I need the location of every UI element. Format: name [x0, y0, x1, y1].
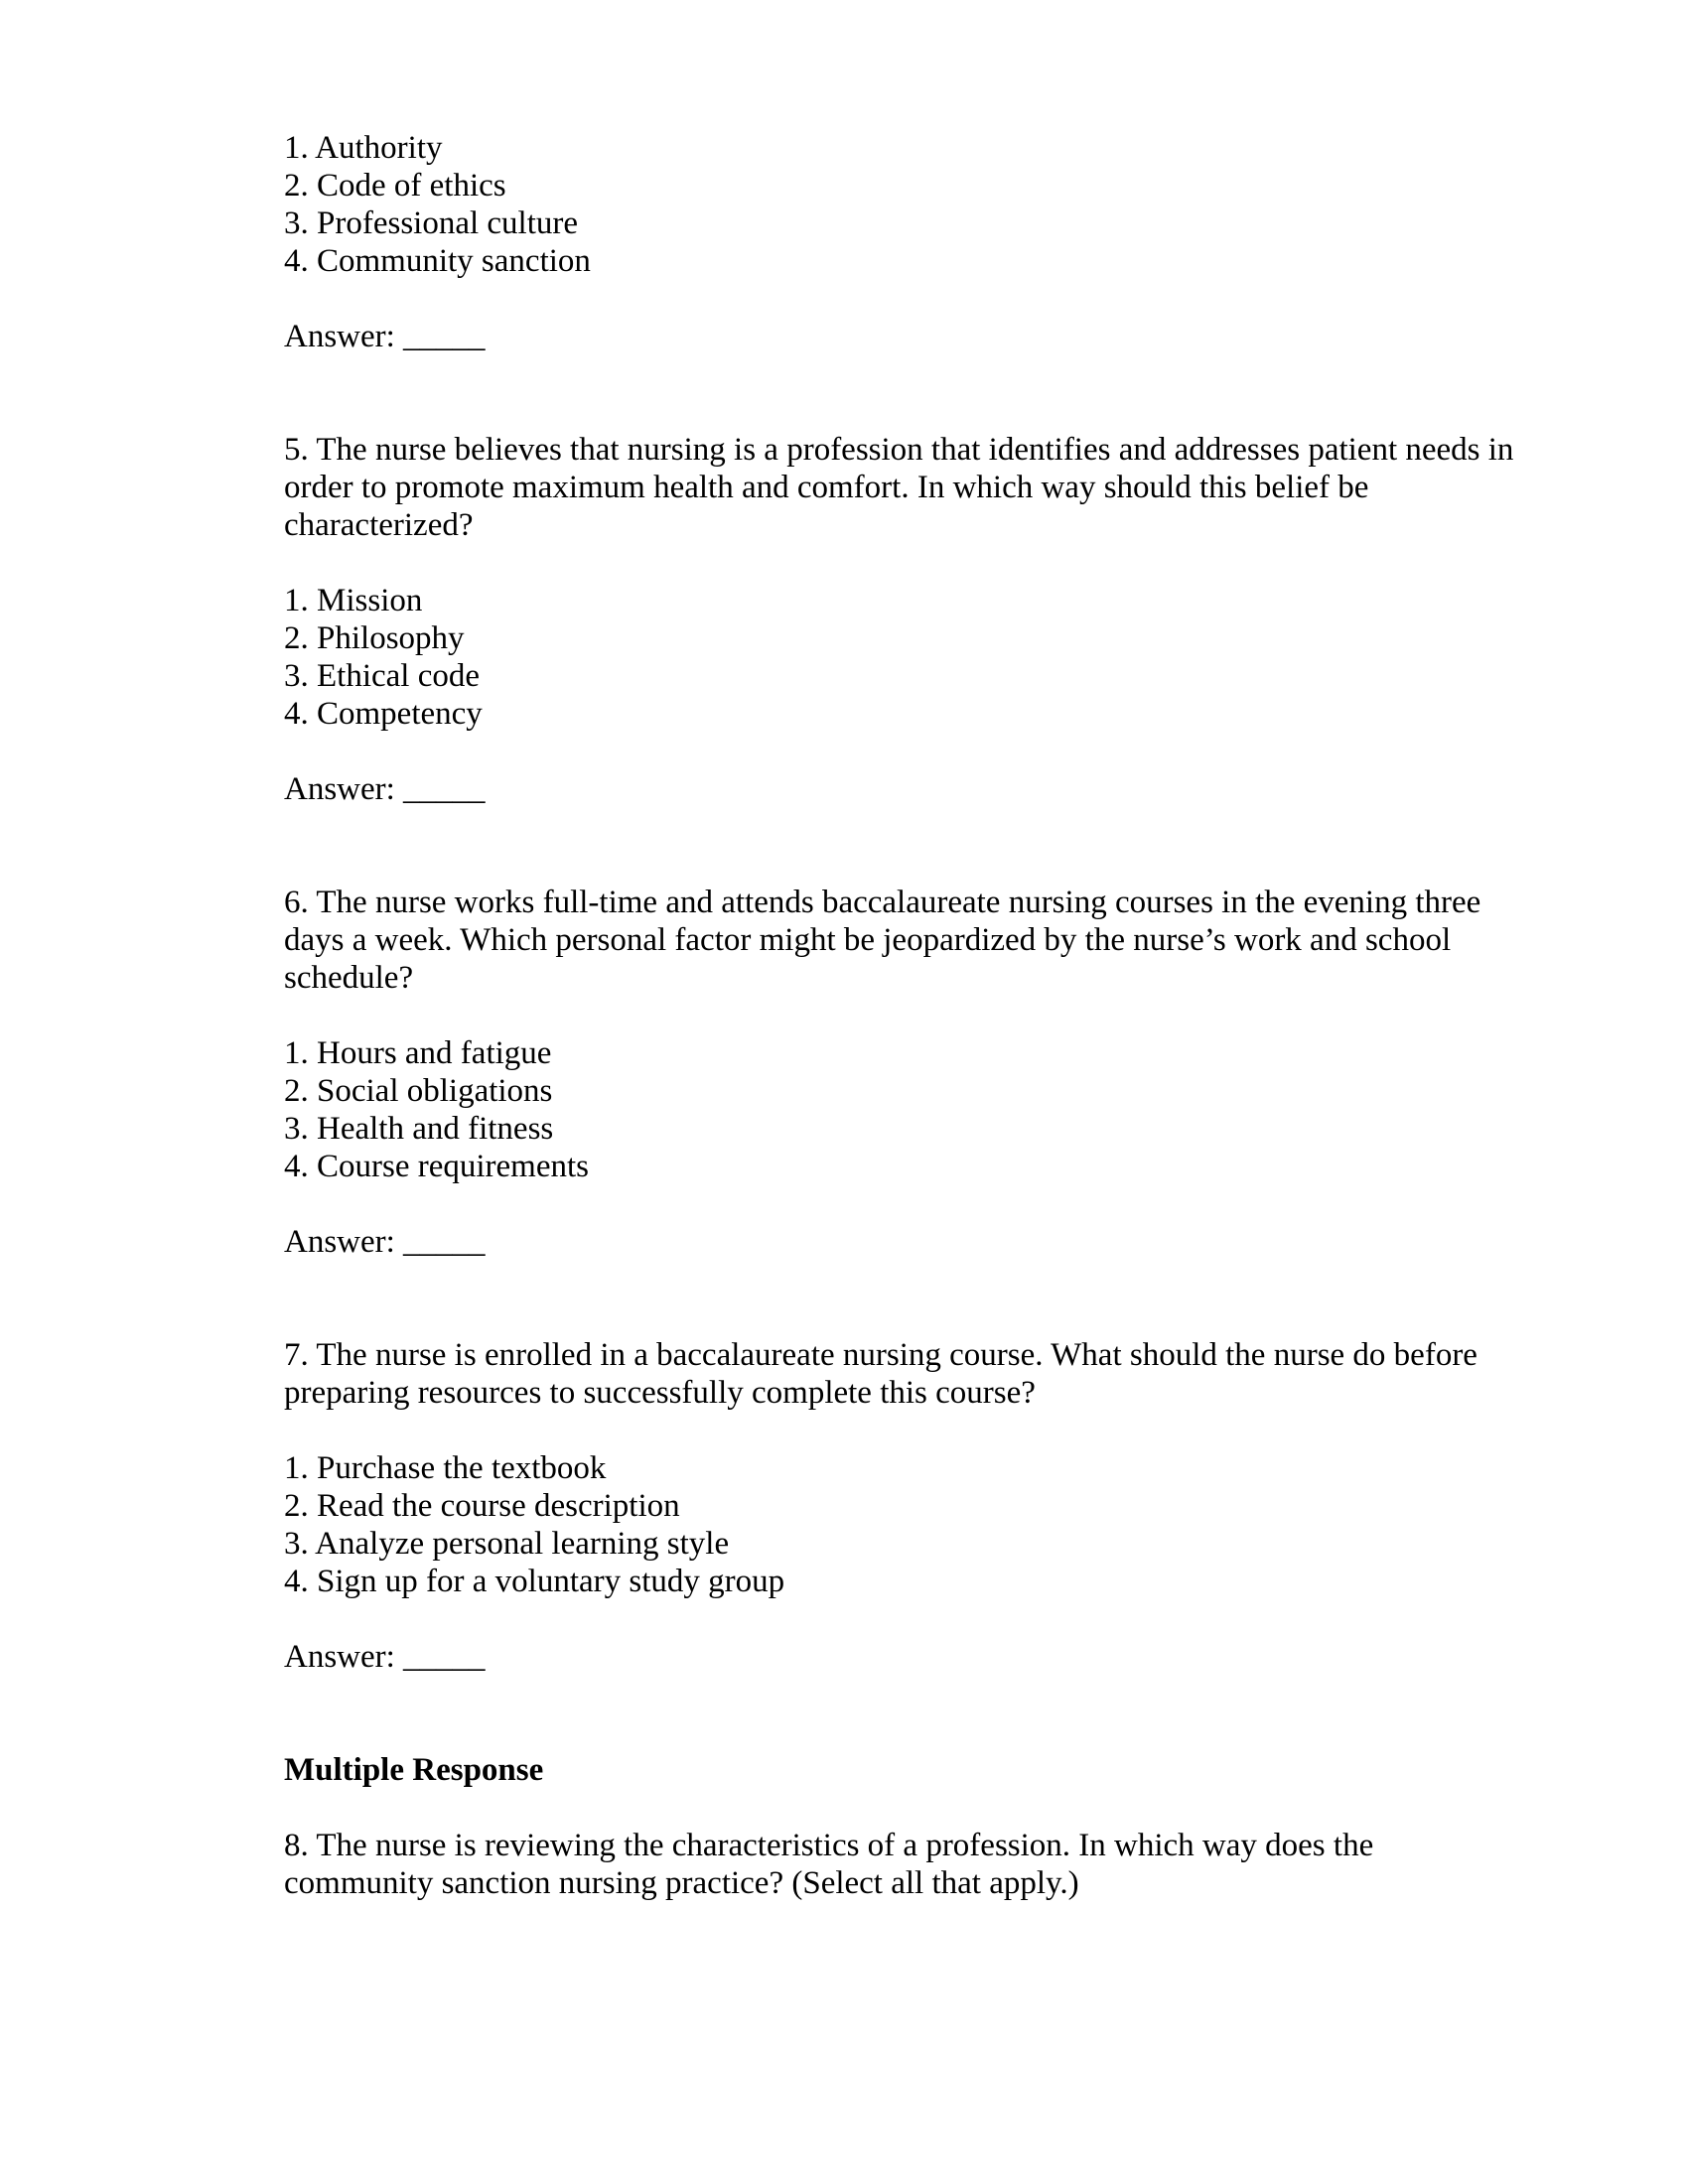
option: 3. Analyze personal learning style: [284, 1526, 730, 1562]
option: 2. Social obligations: [284, 1073, 553, 1109]
stem-line: preparing resources to successfully complete this course?: [284, 1375, 1036, 1411]
stem-line: characterized?: [284, 507, 474, 543]
stem-line: order to promote maximum health and comfort. In which way should this belief be: [284, 470, 1369, 505]
q6-answer: Answer: _____: [284, 1224, 486, 1260]
q4-options: [284, 129, 1535, 280]
option: 2. Code of ethics: [284, 168, 506, 204]
option: 4. Community sanction: [284, 243, 591, 279]
q8-stem: [284, 1827, 1535, 1902]
stem-line: 7. The nurse is enrolled in a baccalaureate nursing course. What should the nurse do before: [284, 1337, 1477, 1373]
option: 2. Philosophy: [284, 620, 465, 656]
document-page: [284, 129, 1535, 1940]
option: 3. Professional culture: [284, 205, 579, 241]
option: 4. Course requirements: [284, 1149, 590, 1184]
option: 2. Read the course description: [284, 1488, 680, 1524]
q4-answer: Answer: _____: [284, 319, 486, 354]
stem-line: 8. The nurse is reviewing the characteristics of a profession. In which way does the: [284, 1828, 1374, 1863]
q6-stem: [284, 884, 1535, 997]
option: 1. Mission: [284, 583, 423, 618]
q7-options: [284, 1449, 1535, 1600]
option: 4. Sign up for a voluntary study group: [284, 1564, 785, 1599]
q5-stem: [284, 431, 1535, 544]
stem-line: 6. The nurse works full-time and attends baccalaureate nursing courses in the evening three: [284, 885, 1481, 920]
q7-stem: [284, 1336, 1535, 1412]
option: 3. Ethical code: [284, 658, 481, 694]
option: 1. Authority: [284, 130, 443, 166]
q6-options: [284, 1034, 1535, 1185]
stem-line: community sanction nursing practice? (Select all that apply.): [284, 1865, 1079, 1901]
option: 1. Purchase the textbook: [284, 1450, 607, 1486]
section-heading: Multiple Response: [284, 1752, 544, 1788]
q7-answer: Answer: _____: [284, 1639, 486, 1675]
stem-line: 5. The nurse believes that nursing is a profession that identifies and addresses patient needs in: [284, 432, 1514, 468]
stem-line: days a week. Which personal factor might be jeopardized by the nurse’s work and school: [284, 922, 1452, 958]
q5-answer: Answer: _____: [284, 771, 486, 807]
q5-options: [284, 582, 1535, 733]
stem-line: schedule?: [284, 960, 414, 996]
option: 3. Health and fitness: [284, 1111, 554, 1147]
option: 1. Hours and fatigue: [284, 1035, 552, 1071]
option: 4. Competency: [284, 696, 483, 732]
